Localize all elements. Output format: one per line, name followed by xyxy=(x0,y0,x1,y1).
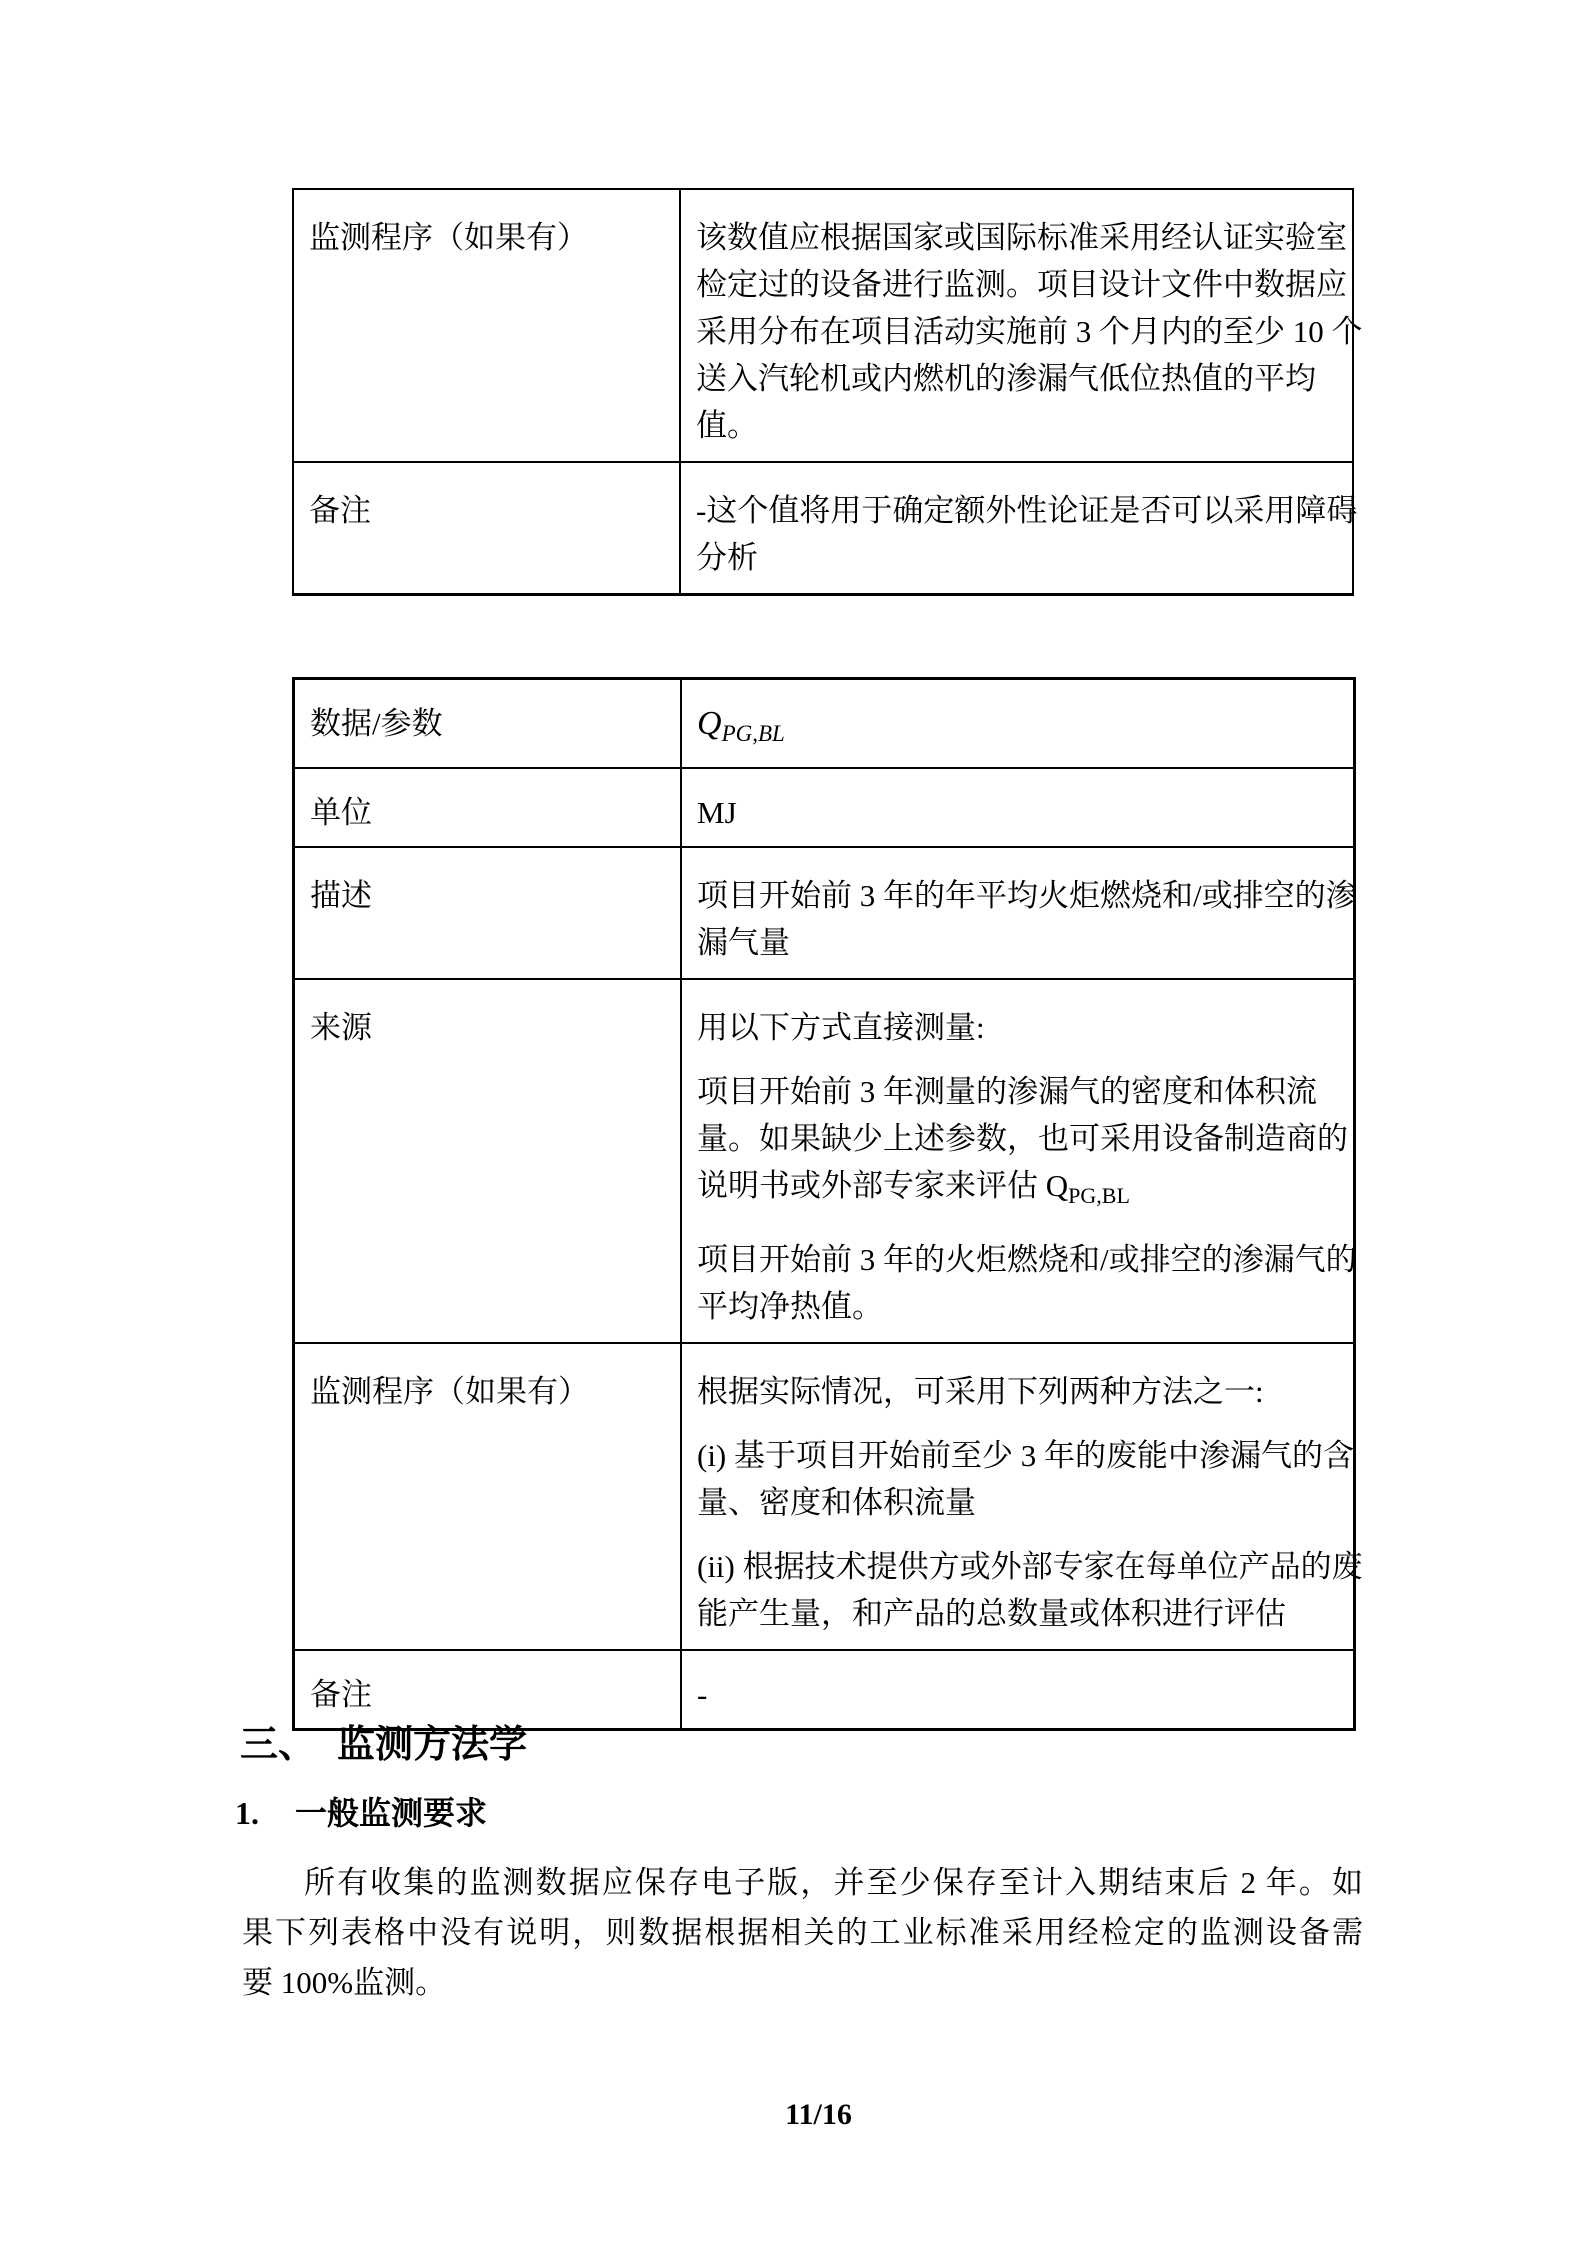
cell-paragraph: 根据实际情况，可采用下列两种方法之一: xyxy=(697,1374,1264,1410)
body-paragraph xyxy=(242,1858,1363,2008)
row-label-cell xyxy=(294,847,682,979)
row-label: 监测程序（如果有） xyxy=(310,1374,589,1410)
row-label-cell xyxy=(294,768,682,847)
table-row-remarks xyxy=(294,1650,1355,1730)
row-label: 单位 xyxy=(310,795,372,831)
subsection-title: 一般监测要求 xyxy=(295,1795,488,1831)
row-value-cell xyxy=(681,1343,1363,1650)
paragraph-line: 所有收集的监测数据应保存电子版，并至少保存至计入期结束后 2 年。如 xyxy=(304,1865,1363,1900)
row-label: 数据/参数 xyxy=(310,706,443,741)
section-heading xyxy=(240,1722,527,1768)
paragraph-line: 要 100%监测。 xyxy=(242,1965,447,2000)
table-row-unit xyxy=(294,768,1355,847)
cell-paragraph: -这个值将用于确定额外性论证是否可以采用障碍 分析 xyxy=(696,493,1358,575)
table-row-parameter xyxy=(294,679,1355,769)
row-value-cell xyxy=(681,979,1355,1343)
parameter-table-qpgbl xyxy=(292,677,1363,1731)
formula-inline: 说明书或外部专家来评估 $Q_{PG,BL}$ xyxy=(697,1168,1130,1209)
row-label: 来源 xyxy=(310,1010,372,1046)
cell-paragraph: 项目开始前 3 年的火炬燃烧和/或排空的渗漏气的 平均净热值。 xyxy=(697,1242,1357,1325)
paragraph-line: 果下列表格中没有说明，则数据根据相关的工业标准采用经检定的监测设备需 xyxy=(242,1915,1363,1950)
row-label: 备注 xyxy=(309,493,371,528)
table-row-remarks xyxy=(293,462,1353,595)
row-label-cell xyxy=(294,1650,682,1730)
row-value-cell xyxy=(680,462,1358,595)
row-label-cell xyxy=(294,979,682,1343)
row-label: 备注 xyxy=(310,1677,372,1713)
cell-paragraph: (ii) 根据技术提供方或外部专家在每单位产品的废 能产生量，和产品的总数量或体积进行评估 xyxy=(697,1549,1363,1632)
row-label: 监测程序（如果有） xyxy=(309,220,588,255)
formula-base: Q xyxy=(1045,1168,1069,1204)
formula-subscript: PG,BL xyxy=(721,721,785,747)
cell-paragraph: 项目开始前 3 年测量的渗漏气的密度和体积流 量。如果缺少上述参数，也可采用设备制造商的 说明书或外部专家来评估 $Q_{PG,BL}$ xyxy=(697,1068,1343,1219)
row-label: 描述 xyxy=(310,878,372,914)
row-label-cell xyxy=(293,189,680,462)
table-row-monitoring-procedure xyxy=(293,189,1353,462)
cell-paragraph: 项目开始前 3 年的年平均火炬燃烧和/或排空的渗 漏气量 xyxy=(697,878,1357,961)
row-value-cell: - xyxy=(681,1650,1355,1730)
row-value-cell xyxy=(681,847,1355,979)
section-number: 三、 xyxy=(240,1724,317,1766)
row-label-cell xyxy=(293,462,680,595)
cell-paragraph: 用以下方式直接测量: xyxy=(697,1010,985,1046)
parameter-formula xyxy=(697,700,1343,757)
row-label-cell xyxy=(294,679,682,769)
row-value-cell xyxy=(680,189,1363,462)
cell-paragraph: (i) 基于项目开始前至少 3 年的废能中渗漏气的含 量、密度和体积流量 xyxy=(697,1438,1355,1521)
page-number: 11/16 xyxy=(785,2098,852,2131)
row-value-cell: MJ xyxy=(681,768,1355,847)
row-value-cell xyxy=(681,679,1355,769)
table-row-monitoring-procedure xyxy=(294,1343,1355,1650)
subsection-heading xyxy=(235,1792,487,1834)
subsection-number: 1. xyxy=(235,1795,259,1831)
formula-base: Q xyxy=(697,705,722,742)
formula-subscript: PG,BL xyxy=(1068,1183,1130,1209)
cell-paragraph: 该数值应根据国家或国际标准采用经认证实验室 检定过的设备进行监测。项目设计文件中数据应 采用分布在项目活动实施前 3 个月内的至少 10 个 送入汽轮机或内燃机的渗漏气低位热值的平均 值。 xyxy=(696,220,1363,443)
table-row-source xyxy=(294,979,1355,1343)
row-label-cell xyxy=(294,1343,682,1650)
table-row-description xyxy=(294,847,1355,979)
parameter-table-top xyxy=(292,188,1363,596)
section-title: 监测方法学 xyxy=(337,1724,528,1766)
